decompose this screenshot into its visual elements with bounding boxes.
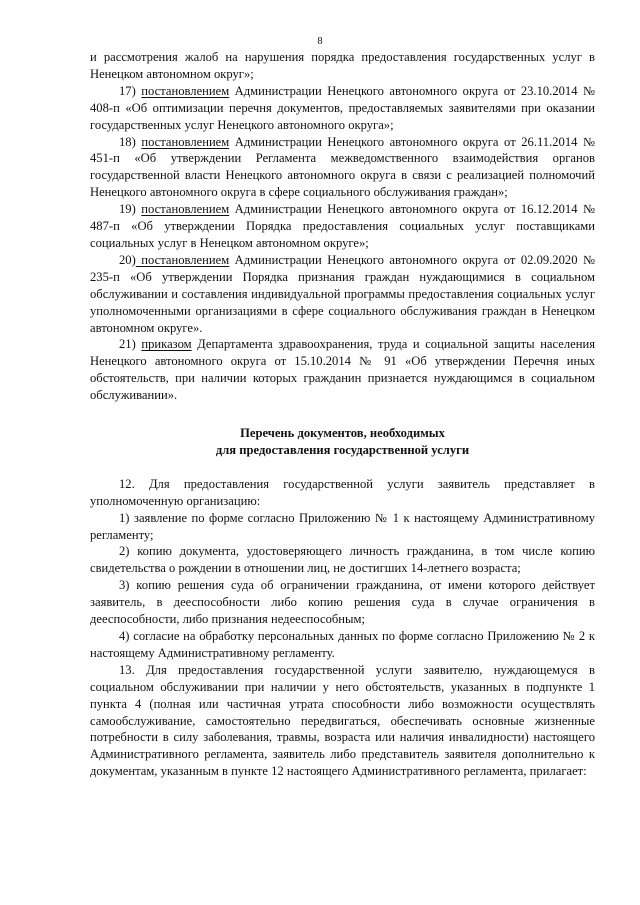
item-text: Администрации Ненецкого автономного округа от 26.11.2014 № 451-п «Об утверждении Регламента межведомственного взаимодействия органов государственной власти Ненецкого автономного округа в связи с реализацией полномочий Ненецкого автономного округа в сфере социального обслуживания граждан»; — [90, 134, 595, 200]
item-number: 18) — [119, 134, 142, 149]
item-text: Администрации Ненецкого автономного округа от 16.12.2014 № 487-п «Об утверждении Порядка предоставления социальных услуг поставщиками социальных услуг в Ненецком автономном округе»; — [90, 202, 596, 250]
document-link-postanovlenie[interactable]: постановлением — [141, 202, 230, 217]
list-item-21 — [90, 336, 595, 404]
clause-12-item-4: 4) согласие на обработку персональных данных по форме согласно Приложению № 2 к настоящему Административному регламенту. — [90, 629, 595, 660]
document-link-prikaz[interactable]: приказом — [141, 337, 192, 352]
list-item-20 — [90, 252, 595, 337]
item-text: Администрации Ненецкого автономного округа от 23.10.2014 № 408-п «Об оптимизации перечня документов, предоставляемых заявителями при оказании государственных услуг Ненецкого автономного округа»; — [90, 83, 596, 132]
item-number: 19) — [119, 202, 142, 217]
document-link-postanovlenie[interactable]: постановлением — [141, 134, 230, 149]
heading-line-2: для предоставления государственной услуги — [215, 442, 470, 457]
section-heading — [90, 425, 595, 459]
paragraph-continuation — [90, 49, 595, 83]
item-number: 17) — [119, 83, 142, 98]
clause-12-item-3: 3) копию решения суда об ограничении гражданина, от имени которого действует заявитель, в дееспособности либо копию решения суда в случае ограничения в дееспособности, либо признания недееспособным; — [90, 578, 595, 627]
list-item-17 — [90, 83, 595, 134]
item-text: Администрации Ненецкого автономного округа от 02.09.2020 № 235-п «Об утверждении Порядка признания граждан нуждающимися в социальном обслуживании и составления индивидуальной программы предоставления социальных услуг уполномоченными организациями в сфере социального обслуживания граждан в Ненецком автономном округе». — [90, 252, 595, 335]
paragraph-text: и рассмотрения жалоб на нарушения порядка предоставления государственных услуг в Ненецком автономном округ»; — [90, 50, 595, 81]
item-text: Департамента здравоохранения, труда и социальной защиты населения Ненецкого автономного округа от 15.10.2014 № 91 «Об утверждении Перечня иных обстоятельств, при наличии которых гражданин признается нуждающимся в социальном обслуживании». — [90, 337, 596, 403]
document-body — [90, 49, 595, 780]
list-item-19 — [90, 201, 595, 252]
heading-line-1: Перечень документов, необходимых — [240, 426, 445, 441]
clause-12-item-1: 1) заявление по форме согласно Приложению № 1 к настоящему Административному регламенту; — [90, 510, 595, 542]
page-number: 8 — [317, 36, 323, 47]
document-link-postanovlenie[interactable]: постановлением — [141, 83, 230, 98]
clause-12-item-2: 2) копию документа, удостоверяющего личность гражданина, в том числе копию свидетельства о рождении в отношении лиц, не достигших 14-летнего возраста; — [90, 544, 595, 576]
clause-12: 12. Для предоставления государственной услуги заявитель представляет в уполномоченную организацию: — [90, 476, 595, 508]
item-number: 20) — [119, 252, 136, 267]
list-item-18 — [90, 134, 595, 202]
document-link-postanovlenie[interactable]: постановлением — [135, 252, 230, 267]
item-number: 21) — [119, 337, 142, 352]
clause-13: 13. Для предоставления государственной услуги заявителю, нуждающемуся в социальном обслуживании при наличии у него обстоятельств, указанных в подпункте 1 пункта 4 (полная или частичная утрата способности либо возможности осуществлять самообслуживание, самостоятельно передвигаться, обеспечивать основные жизненные потребности в силу заболевания, травмы, возраста или наличия инвалидности) настоящего Административного регламента, заявитель либо представитель заявителя дополнительно к документам, указанным в пункте 12 настоящего Административного регламента, прилагает: — [90, 662, 595, 779]
